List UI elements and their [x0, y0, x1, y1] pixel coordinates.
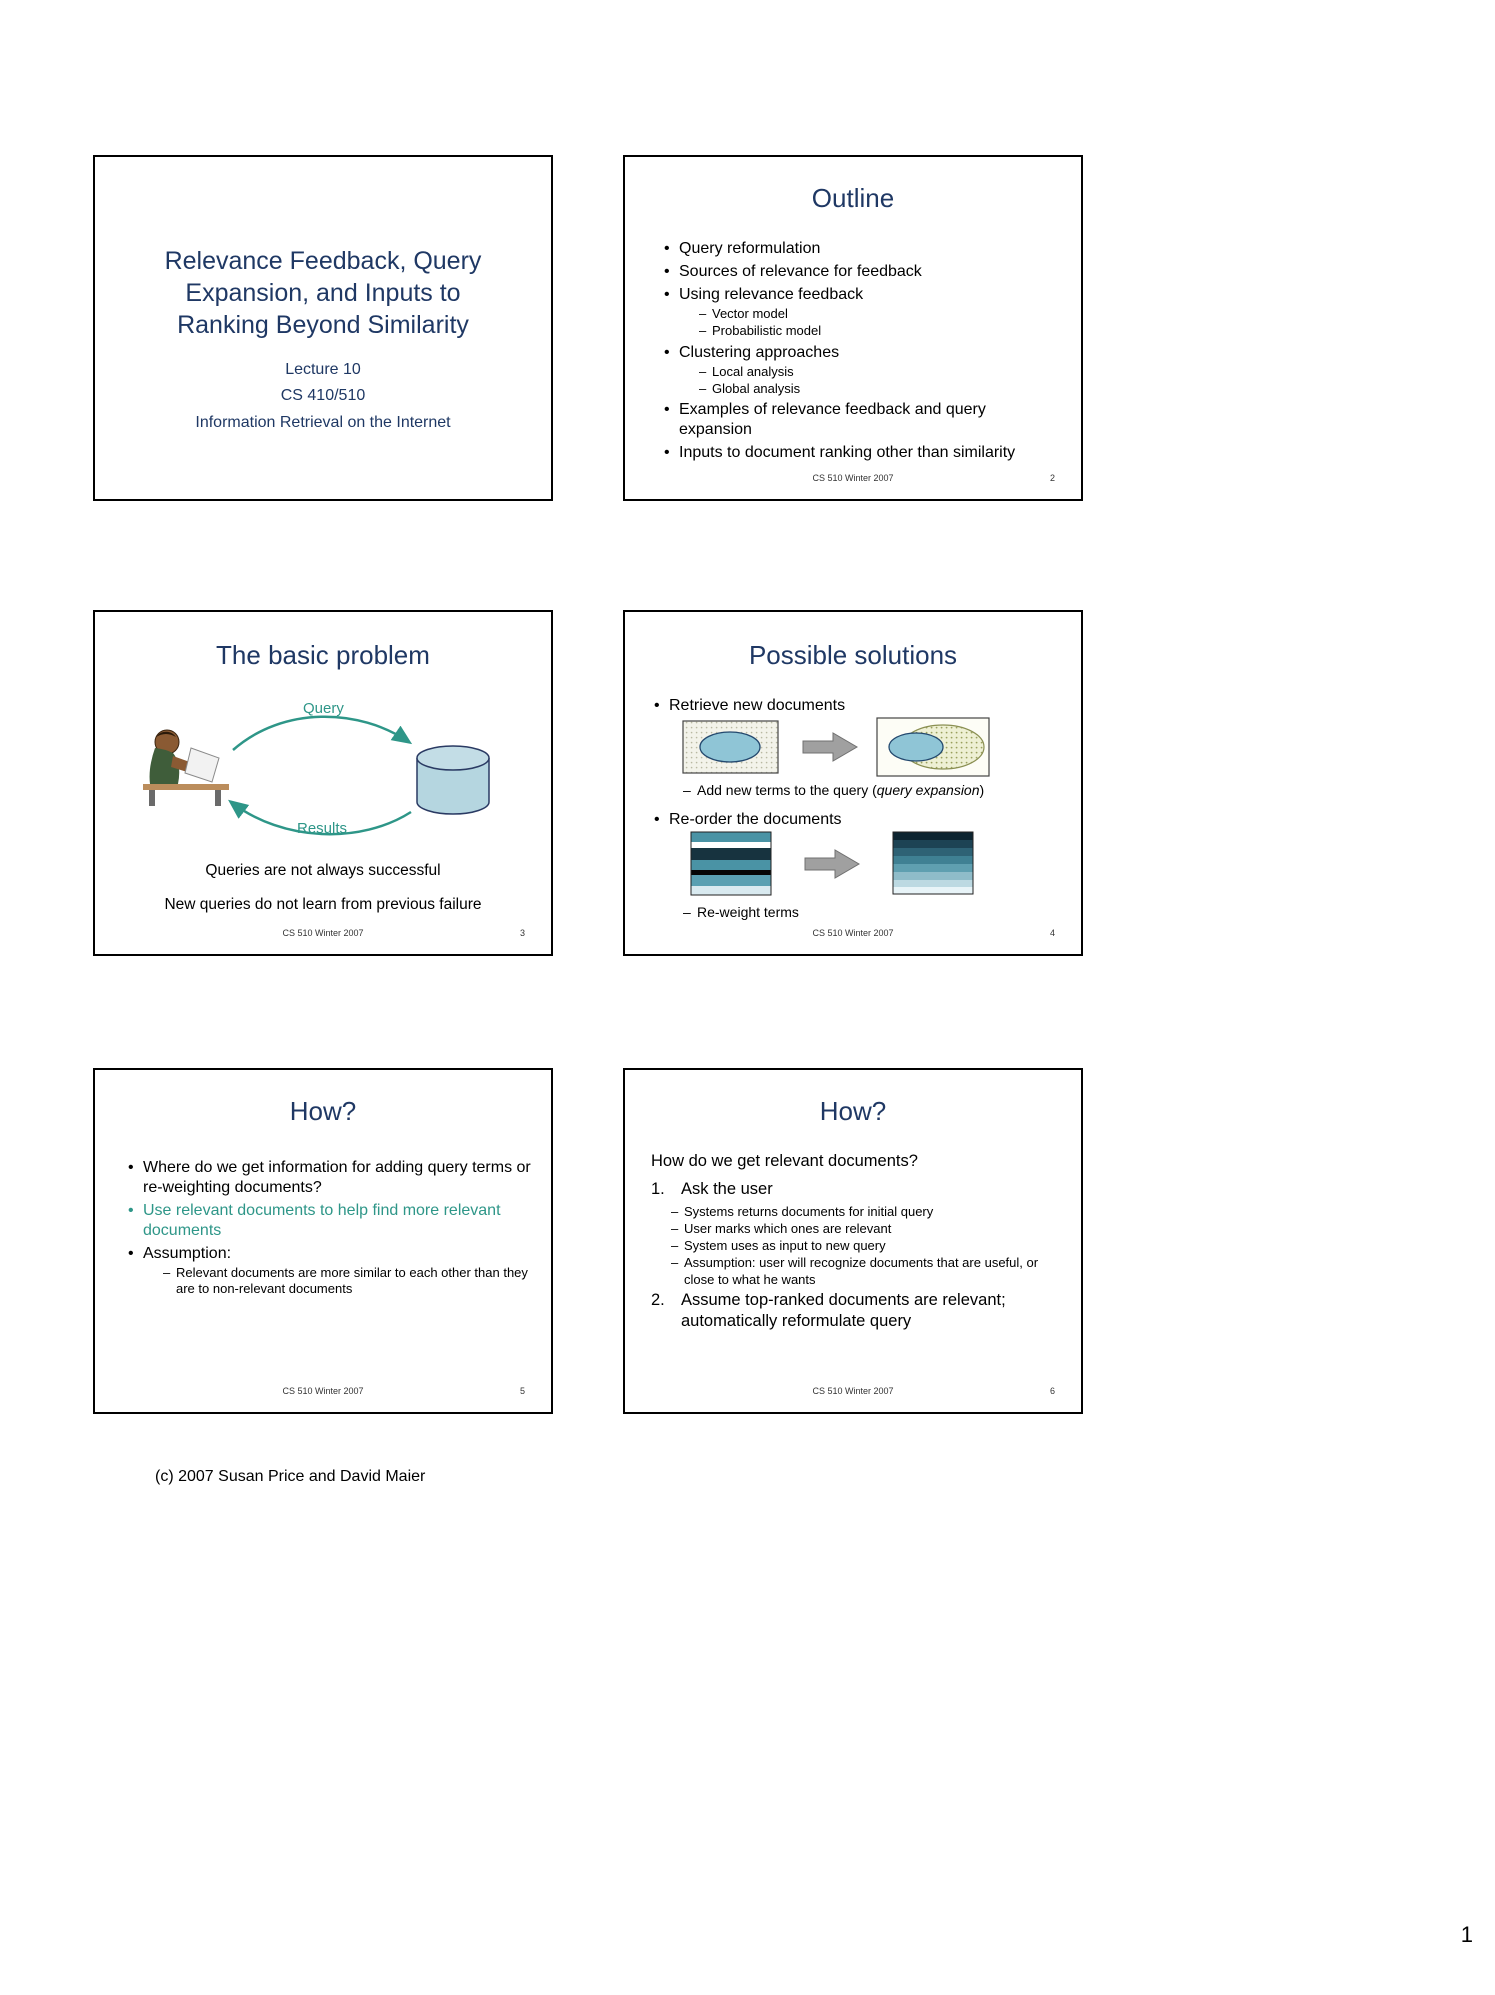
sub-bullet-item [671, 1204, 1065, 1220]
item-text: Assume top-ranked documents are relevant; automatically reformulate query [681, 1290, 1006, 1330]
bullet-text: Examples of relevance feedback and query expansion [679, 401, 986, 438]
bullet-text: Global analysis [712, 380, 801, 396]
bullet-text: Assumption: [143, 1245, 232, 1262]
ordered-doc-stack [893, 832, 973, 894]
document-set-before [683, 721, 778, 773]
bullet-text: Probabilistic model [712, 323, 822, 339]
person-at-computer-clipart [143, 730, 229, 806]
slide-footer-course: CS 510 Winter 2007 [282, 928, 364, 938]
slide-title: Possible solutions [748, 640, 958, 670]
bullet-text: Use relevant documents to help find more relevant documents [143, 1202, 501, 1239]
sub-text: System uses as input to new query [684, 1238, 886, 1254]
item-number: 1. [651, 1180, 665, 1198]
bullet-item [661, 443, 1063, 463]
reorder-documents-diagram [655, 830, 1055, 900]
item-number: 2. [651, 1290, 665, 1309]
bullet-item [661, 239, 1063, 259]
slide-body [651, 1152, 1065, 1335]
outline-list [661, 239, 1063, 466]
slide-number: 3 [519, 928, 525, 938]
bullet-item [661, 285, 1063, 340]
sub-text: User marks which ones are relevant [684, 1220, 892, 1236]
statement-line: New queries do not learn from previous failure [164, 896, 482, 913]
slide-title: The basic problem [216, 640, 430, 670]
bullet-text: Inputs to document ranking other than similarity [679, 444, 1016, 461]
bullet-text: Sources of relevance for feedback [679, 263, 922, 280]
sub-bullet-item [163, 1265, 531, 1298]
slide-footer-course: CS 510 Winter 2007 [812, 1386, 894, 1396]
course-number: CS 410/510 [280, 387, 366, 405]
slide-footer-course: CS 510 Winter 2007 [812, 928, 894, 938]
sub-text: Add new terms to the query ( [697, 782, 877, 798]
presentation-subtitle [95, 357, 551, 436]
bullet-text: Vector model [712, 306, 788, 321]
presentation-title: Relevance Feedback, Query Expansion, and Inputs to Ranking Beyond Similarity [164, 247, 482, 339]
bullet-text: Using relevance feedback [679, 286, 864, 303]
document-set-after [877, 718, 989, 776]
sub-text: ) [979, 782, 985, 798]
sub-bullet-item [699, 323, 1063, 339]
sub-text: Systems returns documents for initial query [684, 1203, 934, 1219]
bullet-item [661, 343, 1063, 398]
sub-bullet-item [671, 1255, 1065, 1288]
slide-number: 5 [519, 1386, 525, 1396]
sub-text-italic: query expansion [876, 782, 980, 798]
item-text: Ask the user [681, 1180, 773, 1198]
slide-number: 2 [1049, 473, 1055, 483]
numbered-item [651, 1179, 1065, 1200]
bullet-item [661, 262, 1063, 282]
sub-bullet-list [671, 1204, 1065, 1288]
block-arrow-icon [805, 850, 859, 878]
sub-bullet-item [671, 1238, 1065, 1254]
query-arrow [233, 717, 409, 750]
sub-bullet-list [699, 306, 1063, 340]
sub-bullet-item [699, 306, 1063, 322]
sub-bullet-item [671, 1221, 1065, 1237]
bullet-item [125, 1244, 531, 1298]
unordered-doc-stack [691, 832, 771, 895]
bullet-text: Clustering approaches [679, 343, 840, 361]
query-results-diagram [115, 690, 535, 848]
bullet-item [661, 400, 1063, 440]
slide-4-possible-solutions [623, 610, 1083, 956]
bullet-text: Local analysis [712, 363, 794, 379]
intro-line: How do we get relevant documents? [651, 1152, 918, 1170]
copyright-note: (c) 2007 Susan Price and David Maier [155, 1468, 426, 1485]
slide-number: 6 [1049, 1386, 1055, 1396]
database-cylinder-icon [417, 746, 489, 814]
bullet-text: Where do we get information for adding query terms or re-weighting documents? [143, 1159, 531, 1196]
slide-title: How? [819, 1096, 887, 1126]
slide-6-how [623, 1068, 1083, 1414]
sub-bullet-item [699, 381, 1063, 397]
slide-5-how [93, 1068, 553, 1414]
slide-1-title [93, 155, 553, 501]
sub-bullet-item [683, 782, 1067, 799]
statement-line: Queries are not always successful [205, 862, 441, 879]
bullet-text: Query reformulation [679, 240, 821, 257]
slide-footer-course: CS 510 Winter 2007 [812, 473, 894, 483]
slide-title: How? [289, 1096, 357, 1126]
numbered-item [651, 1290, 1065, 1331]
slide-3-basic-problem [93, 610, 553, 956]
course-title: Information Retrieval on the Internet [195, 413, 451, 431]
slide-number: 4 [1049, 928, 1055, 938]
query-expansion-diagram [655, 716, 1055, 778]
lecture-number: Lecture 10 [285, 361, 361, 378]
sub-bullet-list [163, 1265, 531, 1298]
sub-text: Relevant documents are more similar to each other than they are to non-relevant documents [176, 1265, 528, 1297]
sub-text: Re-weight terms [697, 904, 799, 920]
sub-bullet-item [699, 364, 1063, 380]
slide-footer-course: CS 510 Winter 2007 [282, 1386, 364, 1396]
results-label: Results [297, 820, 348, 837]
slide-title: Outline [811, 183, 895, 213]
bullet-item [651, 810, 1063, 830]
page-number: 1 [1460, 1922, 1473, 1947]
block-arrow-icon [803, 733, 857, 761]
bullet-item-highlight [125, 1201, 531, 1241]
query-label: Query [303, 700, 344, 717]
bullet-text: Retrieve new documents [669, 697, 846, 714]
sub-text: Assumption: user will recognize documents that are useful, or close to what he wants [684, 1255, 1039, 1287]
sub-bullet-item [683, 904, 1067, 921]
sub-bullet-list [699, 364, 1063, 398]
bullet-text: Re-order the documents [669, 811, 842, 828]
bullet-item [125, 1158, 531, 1198]
bullet-item [651, 696, 1063, 716]
bullet-list [125, 1158, 531, 1301]
slide-2-outline [623, 155, 1083, 501]
